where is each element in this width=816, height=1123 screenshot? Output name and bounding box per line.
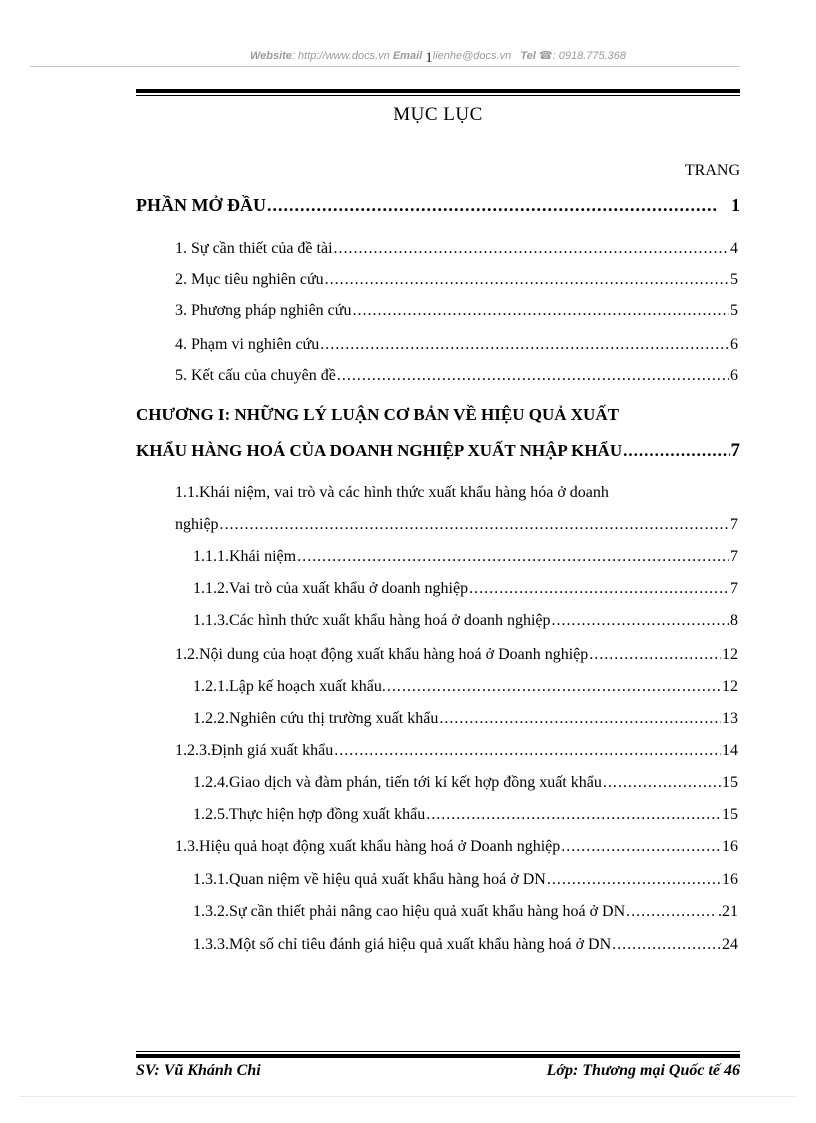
toc-item[interactable]: 1. Sự cần thiết của đề tài ..... 4 [175, 240, 738, 258]
footer-student: SV: Vũ Khánh Chi [136, 1062, 261, 1079]
toc-part-intro[interactable] [136, 195, 740, 216]
toc-part-intro-label: PHẦN MỞ ĐẦU [136, 195, 266, 215]
tel-number: : 0918.775.368 [552, 50, 627, 62]
header-rule-thin [136, 95, 740, 96]
toc-item[interactable]: 1.2.2.Nghiên cứu thị trường xuất khẩu ..... 13 [193, 710, 738, 728]
toc-chapter-1-line2: KHẨU HÀNG HOÁ CỦA DOANH NGHIỆP XUẤT NHẬP KHẨU [136, 441, 623, 460]
page-title: MỤC LỤC [393, 104, 483, 125]
website-header-rule [30, 66, 740, 67]
toc-item[interactable]: 4. Phạm vi nghiên cứu ..... 6 [175, 336, 738, 354]
toc-chapter-1[interactable] [136, 440, 740, 462]
toc-item[interactable]: 1.2.1.Lập kế hoạch xuất khẩu. ..... 12 [193, 678, 738, 696]
toc-item[interactable]: 1.3.2.Sự cần thiết phải nâng cao hiệu quả xuất khẩu hàng hoá ở DN ..... .21 [193, 903, 738, 921]
header-rule-thick [136, 89, 740, 93]
toc-section-1-1[interactable]: nghiệp ..... 7 [175, 516, 738, 534]
toc-item[interactable]: 3. Phương pháp nghiên cứu ..... 5 [175, 302, 738, 320]
toc-item[interactable]: 1.1.2.Vai trò của xuất khẩu ở doanh nghiệp ..... 7 [193, 580, 738, 598]
toc-item[interactable]: 1.2.4.Giao dịch và đàm phán, tiến tới kí kết hợp đồng xuất khẩu ..... 15 [193, 774, 738, 792]
email-label: Email [392, 50, 423, 62]
footer-class: Lớp: Thương mại Quốc tế 46 [546, 1062, 740, 1079]
footer-rule-thin [136, 1051, 740, 1052]
toc-item[interactable]: 1.2.5.Thực hiện hợp đồng xuất khẩu ..... 15 [193, 806, 738, 824]
toc-chapter-1-page: 7 [730, 440, 740, 461]
email-address[interactable]: lienhe@docs.vn [432, 50, 512, 62]
toc-section-1-1-line1[interactable]: 1.1.Khái niệm, vai trò và các hình thức xuất khẩu hàng hóa ở doanh [175, 484, 609, 501]
toc-item[interactable]: 1.1.3.Các hình thức xuất khẩu hàng hoá ở doanh nghiệp ..... 8 [193, 612, 738, 630]
toc-part-intro-page: 1 [731, 195, 740, 215]
page-bottom-border [20, 1096, 796, 1097]
page-column-label: TRANG [684, 162, 740, 179]
toc-item[interactable]: 1.3.1.Quan niệm về hiệu quả xuất khẩu hàng hoá ở DN ..... 16 [193, 871, 738, 889]
toc-chapter-1-line1[interactable]: CHƯƠNG I: NHỮNG LÝ LUẬN CƠ BẢN VỀ HIỆU QUẢ XUẤT [136, 405, 619, 424]
toc-item[interactable]: 1.3.Hiệu quả hoạt động xuất khẩu hàng hoá ở Doanh nghiệp ..... 16 [175, 838, 738, 856]
toc-item[interactable]: 1.1.1.Khái niệm ..... 7 [193, 548, 738, 566]
phone-icon: ☎ [538, 50, 553, 62]
toc-item[interactable]: 1.3.3.Một số chỉ tiêu đánh giá hiệu quả xuất khẩu hàng hoá ở DN ..... 24 [193, 936, 738, 954]
website-url[interactable]: : http://www.docs.vn [291, 50, 390, 62]
toc-item[interactable]: 1.2.Nội dung của hoạt động xuất khẩu hàng hoá ở Doanh nghiệp ..... 12 [175, 646, 738, 664]
footer-rule-thick [136, 1054, 740, 1058]
page-footer [136, 1062, 740, 1080]
tel-label: Tel [520, 50, 536, 62]
toc-item[interactable]: 2. Mục tiêu nghiên cứu ..... 5 [175, 271, 738, 289]
toc-item[interactable]: 5. Kết cấu của chuyên đề ..... 6 [175, 367, 738, 385]
page-number: 1 [425, 50, 433, 66]
website-label: Website [249, 50, 292, 62]
toc-item[interactable]: 1.2.3.Định giá xuất khẩu ..... 14 [175, 742, 738, 760]
website-header [136, 47, 740, 64]
